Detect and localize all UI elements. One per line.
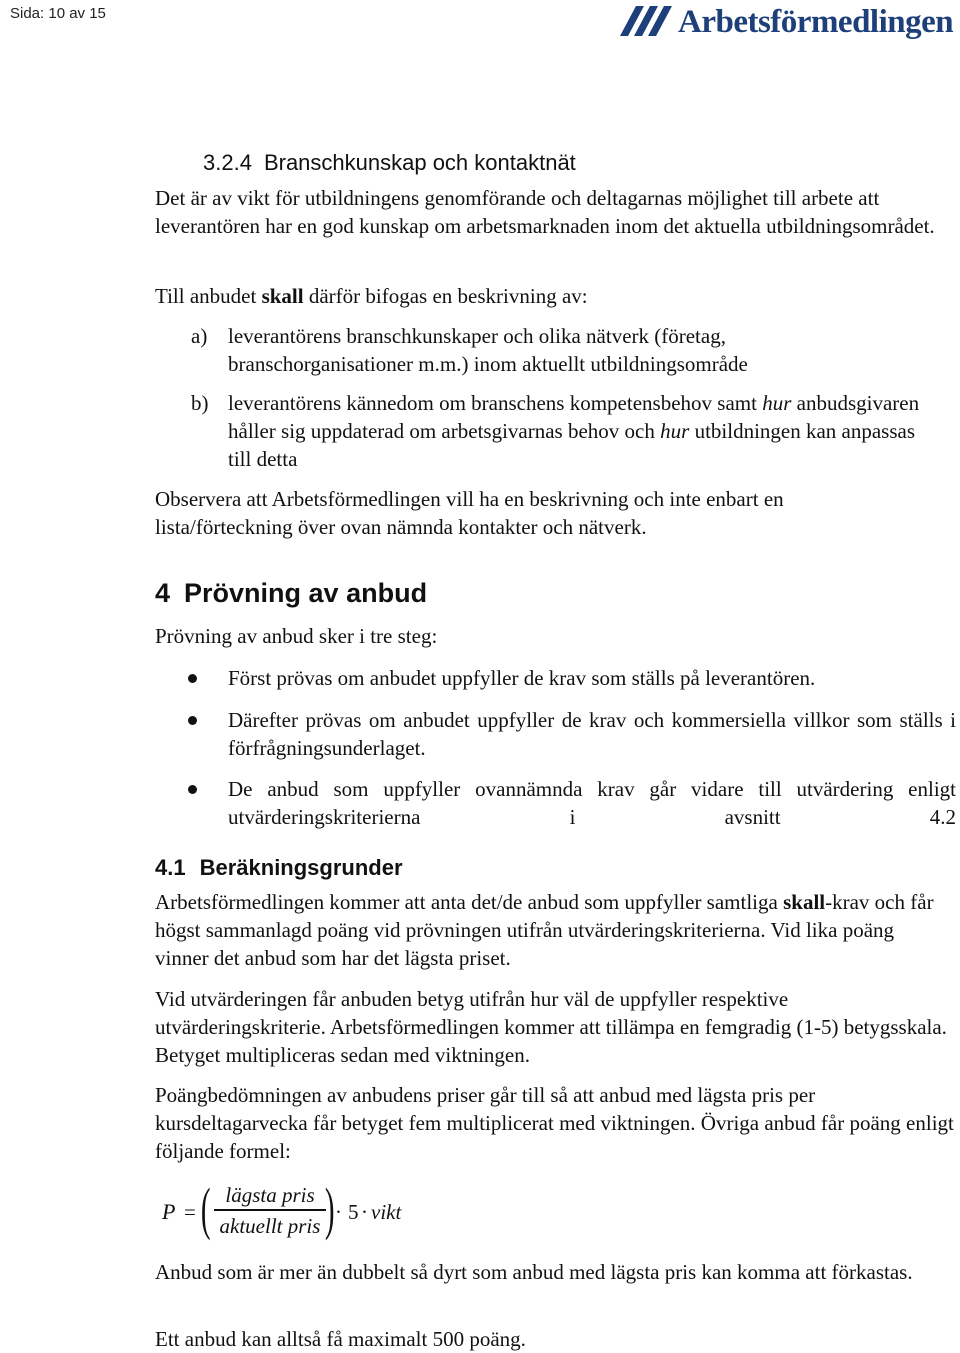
section-title: Prövning av anbud	[184, 578, 428, 608]
formula-factor: 5	[348, 1200, 359, 1224]
formula-right-paren: )	[324, 1176, 335, 1241]
paragraph-4-1-p2: Vid utvärderingen får anbuden betyg utifrån hur väl de uppfyller respektive utvärderingskriterie. Arbetsförmedlingen kommer att tillämpa en femgradig (1-5) betygsskala. Betyget multipliceras sedan med viktningen.	[155, 987, 947, 1067]
formula-equals: =	[184, 1200, 196, 1224]
paragraph-4-1-p4: Anbud som är mer än dubbelt så dyrt som anbud med lägsta pris kan komma att förkastas.	[155, 1260, 913, 1284]
bullet-item: Först prövas om anbudet uppfyller de krav som ställs på leverantören.	[228, 666, 816, 690]
paragraph-4-1-p3: Poängbedömningen av anbudens priser går till så att anbud med lägsta pris per kursdeltagarvecka får betyget fem multiplicerat med viktningen. Övriga anbud får poäng enligt följande formel:	[155, 1083, 954, 1163]
bullet-item: Därefter prövas om anbudet uppfyller de krav och kommersiella villkor som ställs i förfrågningsunderlaget.	[228, 708, 956, 760]
logo-text: Arbetsförmedlingen	[678, 4, 954, 40]
section-heading-3-2-4	[203, 149, 576, 177]
section-number: 4.1	[155, 855, 186, 880]
requirement-text-end: därför bifogas en beskrivning av:	[308, 284, 588, 308]
formula-lhs: P	[162, 1199, 176, 1224]
requirement-text: Till anbudet	[155, 284, 257, 308]
bullet-item: De anbud som uppfyller ovannämnda krav går vidare till utvärdering enligt utvärderingskriterierna i avsnitt 4.2	[228, 777, 956, 829]
section-number: 3.2.4	[203, 150, 252, 175]
bullet-icon	[188, 716, 197, 725]
section-title: Beräkningsgrunder	[199, 855, 403, 880]
paragraph-section-4-intro: Prövning av anbud sker i tre steg:	[155, 624, 438, 648]
list-item-b: leverantörens kännedom om branschens kompetensbehov samt hur anbudsgivaren håller sig uppdaterad om arbetsgivarnas behov och hur utbildningen kan anpassas till detta	[228, 391, 920, 471]
requirement-bold: skall	[261, 284, 304, 308]
list-item-label-b: b)	[191, 391, 209, 415]
bullet-icon	[188, 785, 197, 794]
paragraph-4-1-p5: Ett anbud kan alltså få maximalt 500 poäng.	[155, 1327, 526, 1351]
logo-mark-icon	[618, 4, 676, 38]
paragraph-requirement	[155, 282, 955, 310]
section-heading-4-1	[155, 854, 403, 882]
section-title: Branschkunskap och kontaktnät	[263, 150, 576, 175]
formula-weight: vikt	[371, 1200, 402, 1224]
paragraph-note: Observera att Arbetsförmedlingen vill ha en beskrivning och inte enbart en lista/förteckning över ovan nämnda kontakter och nätverk.	[155, 487, 784, 539]
list-item-a: leverantörens branschkunskaper och olika nätverk (företag, branschorganisationer m.m.) inom aktuellt utbildningsområde	[228, 324, 748, 376]
price-formula	[160, 1178, 420, 1242]
list-item-label-a: a)	[191, 324, 208, 348]
bullet-icon	[188, 674, 197, 683]
formula-numerator: lägsta pris	[225, 1183, 315, 1207]
formula-left-paren: (	[200, 1176, 211, 1241]
formula-fraction-bar	[214, 1209, 326, 1211]
section-number: 4	[155, 578, 171, 608]
formula-denominator: aktuellt pris	[219, 1214, 321, 1238]
formula-multiply: ·	[335, 1200, 342, 1224]
page-number: Sida: 10 av 15	[10, 5, 106, 22]
section-heading-4	[155, 576, 427, 610]
paragraph-4-1-p1: Arbetsförmedlingen kommer att anta det/de anbud som uppfyller samtliga skall-krav och får högst sammanlagd poäng vid prövningen utifrån utvärderingskriterierna. Vid lika poäng vinner det anbud som har det lägsta priset.	[155, 890, 934, 970]
paragraph-intro: Det är av vikt för utbildningens genomförande och deltagarnas möjlighet till arbete att leverantören har en god kunskap om arbetsmarknaden inom det aktuella utbildningsområdet.	[155, 186, 935, 238]
formula-multiply: ·	[361, 1200, 368, 1224]
logo	[618, 2, 956, 42]
